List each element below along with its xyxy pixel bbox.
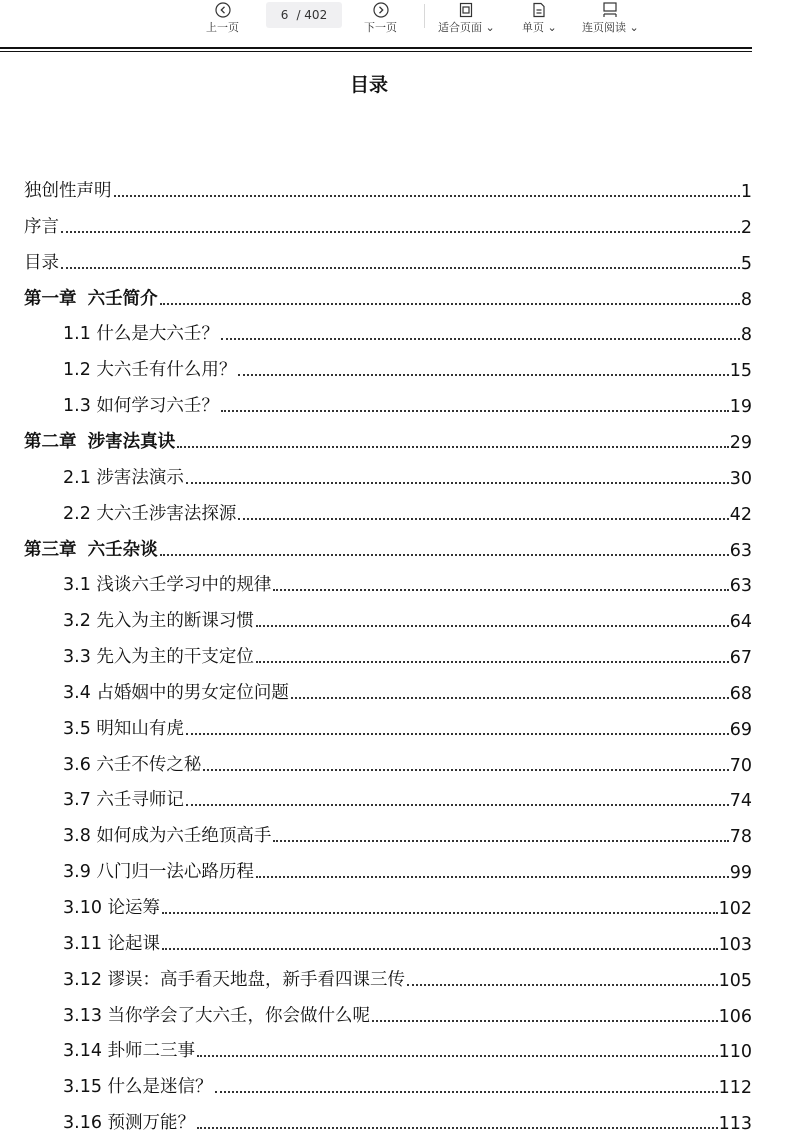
- toc-entry[interactable]: [0, 638, 752, 668]
- total-pages: / 402: [296, 8, 328, 22]
- toc-section-number: 1.2: [63, 360, 91, 381]
- toc-entry[interactable]: [0, 781, 752, 811]
- toc-entry-title: [63, 1109, 195, 1134]
- toc-page-number: 102: [718, 899, 752, 919]
- next-page-label: 下一页: [364, 21, 397, 34]
- toc-entry[interactable]: [0, 602, 752, 632]
- toc-entry-text: 明知山有虎: [96, 718, 184, 739]
- toc-page-number: 78: [729, 827, 752, 848]
- toc-entry-text: 六壬寻师记: [96, 790, 184, 811]
- toc-entry-title: [24, 285, 158, 310]
- toc-entry-text: 序言: [24, 216, 59, 237]
- dot-leader: [256, 876, 729, 878]
- toc-entry-title: [24, 249, 59, 274]
- toc-entry[interactable]: [0, 244, 752, 274]
- dot-leader: [372, 1020, 718, 1022]
- toc-section-number: 3.10: [63, 898, 102, 918]
- toc-page-number: 106: [718, 1006, 752, 1027]
- toc-page-number: 69: [729, 719, 752, 740]
- toc-entry-title: [63, 930, 160, 955]
- dot-leader: [256, 661, 729, 663]
- toc-entry-text: 什么是大六壬？: [96, 324, 219, 345]
- toc-page-number: 112: [718, 1078, 752, 1099]
- toc-page-number: 99: [729, 863, 752, 884]
- toc-page-number: 8: [740, 289, 752, 310]
- header-rule-thick: [0, 47, 752, 49]
- toc-entry-text: 当你学会了大六壬，你会做什么呢: [107, 1005, 371, 1026]
- dot-leader: [273, 840, 728, 842]
- dot-leader: [186, 804, 729, 806]
- fit-page-dropdown[interactable]: [438, 0, 495, 35]
- toc-entry[interactable]: [0, 351, 752, 381]
- toc-section-number: 3.7: [63, 790, 91, 811]
- toc-entry-title: [63, 679, 289, 704]
- toc-page-number: 74: [729, 791, 752, 812]
- toc-entry[interactable]: [0, 925, 752, 955]
- toc-section-number: 3.8: [63, 826, 91, 847]
- toc-section-number: 3.14: [63, 1041, 102, 1062]
- toc-entry[interactable]: [0, 997, 752, 1027]
- dot-leader: [162, 912, 718, 914]
- toc-page-number: 8: [740, 325, 752, 346]
- toc-section-number: 3.11: [63, 933, 102, 954]
- toc-page-number: 30: [729, 468, 752, 489]
- chevron-down-icon: ⌄: [629, 21, 639, 34]
- toc-chapter-number: 第一章: [24, 288, 77, 309]
- toc-section-number: 3.9: [63, 862, 91, 883]
- toc-entry[interactable]: [0, 208, 752, 238]
- toc-entry-title: [63, 894, 160, 919]
- toc-entry[interactable]: [0, 566, 752, 596]
- dot-leader: [221, 338, 740, 340]
- toc-entry-text: 先入为主的干支定位: [96, 647, 254, 668]
- toc-entry-title: [63, 715, 184, 740]
- dot-leader: [256, 625, 729, 627]
- toc-entry[interactable]: [0, 172, 752, 202]
- toc-entry[interactable]: [0, 315, 752, 345]
- dot-leader: [186, 733, 729, 735]
- toc-entry[interactable]: [0, 1068, 752, 1098]
- toc-entry[interactable]: [0, 710, 752, 740]
- toc-page-number: 64: [729, 612, 752, 633]
- current-page-input[interactable]: 6: [280, 8, 289, 22]
- toc-entry-title: [24, 536, 158, 561]
- toc-entry[interactable]: [0, 674, 752, 704]
- toc-section-number: 3.3: [63, 647, 91, 668]
- single-page-icon: [531, 0, 547, 18]
- page-title: 目录: [349, 74, 388, 96]
- toc-entry-title: [24, 177, 112, 202]
- toc-entry-title: [63, 1037, 195, 1062]
- toc-entry[interactable]: [0, 495, 752, 525]
- toc-entry-text: 什么是迷信？: [107, 1077, 213, 1098]
- toc-entry-title: [63, 822, 271, 847]
- chevron-left-circle-icon: [215, 0, 231, 18]
- toc-section-number: 3.13: [63, 1005, 102, 1026]
- prev-page-label: 上一页: [206, 21, 239, 34]
- toc-entry-text: 占婚姻中的男女定位问题: [96, 682, 289, 703]
- toc-section-number: 1.3: [63, 396, 91, 417]
- dot-leader: [114, 195, 740, 197]
- continuous-pages-icon: [601, 0, 619, 18]
- toc-section-number: 3.6: [63, 754, 91, 775]
- toc-entry-title: [24, 213, 59, 238]
- toc-section-number: 1.1: [63, 324, 91, 345]
- toc-entry-title: [63, 966, 405, 991]
- toc-entry-text: 先入为主的断课习惯: [96, 611, 254, 632]
- toc-section-number: 2.1: [63, 467, 91, 488]
- dot-leader: [203, 769, 728, 771]
- toc-entry-title: [63, 858, 254, 883]
- toc-entry-title: [63, 607, 254, 632]
- toc-entry-text: 独创性声明: [24, 181, 112, 201]
- toc-entry[interactable]: [0, 817, 752, 847]
- toc-entry-text: 大六壬涉害法探源: [96, 503, 237, 524]
- chevron-down-icon: ⌄: [547, 21, 557, 34]
- prev-page-button[interactable]: [206, 0, 239, 35]
- dot-leader: [407, 984, 718, 986]
- dot-leader: [177, 446, 729, 448]
- toc-page-number: 113: [718, 1114, 752, 1135]
- next-page-button[interactable]: [364, 0, 397, 35]
- fit-page-label: 适合页面: [438, 21, 482, 34]
- toc-entry-title: [24, 428, 175, 453]
- continuous-reading-label: 连页阅读: [582, 21, 626, 34]
- toc-entry-text: 八门归一法心路历程: [96, 862, 254, 883]
- dot-leader: [197, 1127, 718, 1129]
- toc-entry-text: 涉害法演示: [96, 467, 184, 488]
- toc-entry[interactable]: [0, 459, 752, 489]
- dot-leader: [160, 554, 729, 556]
- toc-entry-text: 论运筹: [107, 898, 161, 918]
- reader-toolbar: [0, 0, 806, 44]
- toc-chapter-number: 第三章: [24, 539, 77, 560]
- toc-entry-title: [63, 464, 184, 489]
- toc-entry[interactable]: [0, 961, 752, 991]
- toc-entry-text: 涉害法真诀: [87, 431, 176, 452]
- toc-page-number: 110: [718, 1042, 752, 1063]
- dot-leader: [238, 374, 728, 376]
- toc-entry-text: 目录: [24, 252, 59, 273]
- toc-entry-title: [63, 643, 254, 668]
- toc-entry-title: [63, 1002, 370, 1027]
- toc-section-number: 3.5: [63, 718, 91, 739]
- toc-page-number: 2: [740, 217, 752, 238]
- toc-entry-text: 预测万能？: [107, 1113, 196, 1134]
- toc-entry-text: 浅谈六壬学习中的规律: [96, 575, 272, 596]
- dot-leader: [61, 267, 740, 269]
- toc-page-number: 63: [729, 576, 752, 597]
- toc-entry-title: [63, 751, 201, 776]
- toc-chapter-number: 第二章: [24, 431, 77, 452]
- toc-page-number: 103: [718, 934, 752, 955]
- fit-page-icon: [458, 0, 474, 18]
- toc-section-number: 3.4: [63, 682, 91, 703]
- toc-page-number: 1: [740, 182, 752, 202]
- continuous-reading-dropdown[interactable]: [582, 0, 639, 35]
- chevron-down-icon: ⌄: [485, 21, 495, 34]
- dot-leader: [238, 518, 728, 520]
- single-page-dropdown[interactable]: [522, 0, 557, 35]
- toc-entry[interactable]: [0, 423, 752, 453]
- toc-entry[interactable]: [0, 889, 752, 919]
- toc-entry-title: [63, 356, 236, 381]
- toc-entry-title: [63, 392, 219, 417]
- header-rule-thin: [0, 51, 752, 52]
- dot-leader: [61, 231, 740, 233]
- toc-entry-text: 如何成为六壬绝顶高手: [96, 826, 272, 847]
- toc-entry-text: 谬误：高手看天地盘，新手看四课三传: [107, 969, 406, 990]
- toc-page-number: 70: [729, 755, 752, 776]
- toc-page-number: 29: [729, 432, 752, 453]
- toc-section-number: 3.12: [63, 969, 102, 990]
- page-indicator[interactable]: [266, 2, 342, 28]
- toc-entry-title: [63, 1073, 213, 1098]
- toc-page-number: 42: [729, 504, 752, 525]
- dot-leader: [273, 589, 728, 591]
- toc-page-number: 105: [718, 970, 752, 991]
- dot-leader: [221, 410, 729, 412]
- toc-page-number: 5: [740, 253, 752, 274]
- toc-entry-text: 六壬不传之秘: [96, 754, 202, 775]
- toc-entry-title: [63, 500, 236, 525]
- toc-entry-text: 六壬杂谈: [87, 539, 158, 560]
- toc-page-number: 19: [729, 397, 752, 418]
- toc-entry[interactable]: [0, 746, 752, 776]
- dot-leader: [197, 1055, 718, 1057]
- toc-section-number: 3.1: [63, 575, 91, 596]
- toc-entry-text: 六壬简介: [87, 288, 158, 309]
- toc-section-number: 3.2: [63, 611, 91, 632]
- toc-entry-text: 大六壬有什么用？: [96, 360, 237, 381]
- toc-entry-text: 卦师二三事: [107, 1041, 196, 1062]
- toc-entry[interactable]: [0, 280, 752, 310]
- single-page-label: 单页: [522, 21, 544, 34]
- toc-page-number: 68: [729, 683, 752, 704]
- toc-page-number: 67: [729, 648, 752, 669]
- toc-page-number: 15: [729, 361, 752, 382]
- dot-leader: [162, 948, 718, 950]
- dot-leader: [291, 697, 729, 699]
- toc-entry[interactable]: [0, 387, 752, 417]
- toc-entry-title: [63, 786, 184, 811]
- toc-section-number: 2.2: [63, 503, 91, 524]
- toc-section-number: 3.15: [63, 1077, 102, 1098]
- toc-section-number: 3.16: [63, 1113, 102, 1134]
- toc-entry-text: 如何学习六壬？: [96, 396, 219, 417]
- toc-entry[interactable]: [0, 531, 752, 561]
- toc-entry[interactable]: [0, 1104, 752, 1134]
- toc-entry[interactable]: [0, 1032, 752, 1062]
- toc-entry[interactable]: [0, 853, 752, 883]
- toc-entry-text: 论起课: [107, 933, 161, 954]
- toc-entry-title: [63, 571, 271, 596]
- chevron-right-circle-icon: [373, 0, 389, 18]
- dot-leader: [186, 482, 729, 484]
- toolbar-divider: [424, 4, 425, 28]
- dot-leader: [160, 303, 740, 305]
- toc-page-number: 63: [729, 540, 752, 561]
- toc-entry-title: [63, 320, 219, 345]
- dot-leader: [215, 1091, 718, 1093]
